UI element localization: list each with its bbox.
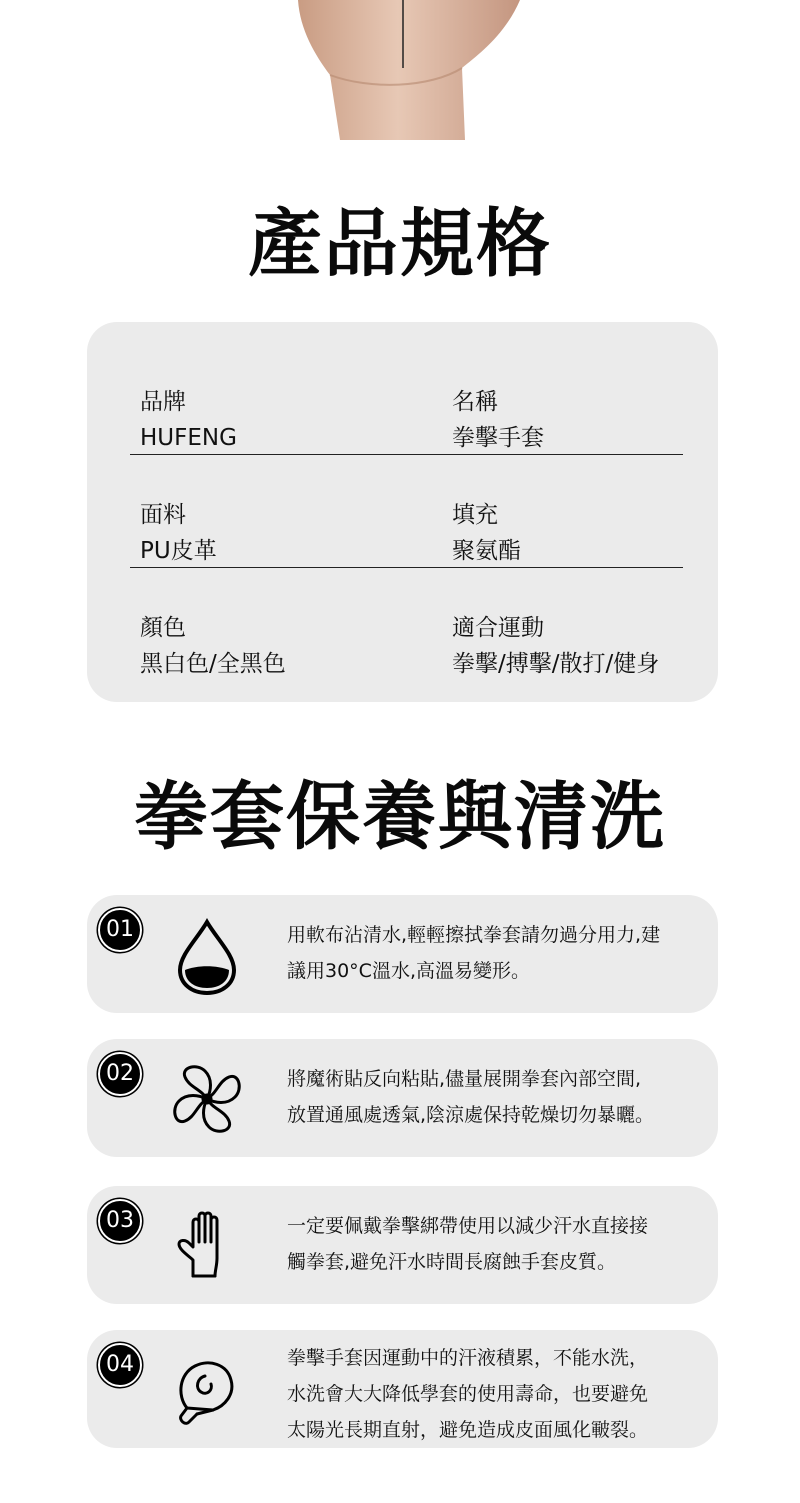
water-drop-icon bbox=[167, 915, 247, 995]
spec-row bbox=[130, 455, 683, 568]
spec-label-sport: 適合運動 bbox=[452, 615, 544, 641]
care-text-line: 用軟布沾清水,輕輕擦拭拳套請勿過分用力,建 bbox=[287, 924, 661, 946]
product-photo-wrist bbox=[0, 0, 800, 140]
care-text-line: 議用30°C溫水,高溫易變形。 bbox=[287, 960, 530, 982]
care-text-line: 放置通風處透氣,陰涼處保持乾燥切勿暴曬。 bbox=[287, 1104, 655, 1126]
care-text-line: 一定要佩戴拳擊綁帶使用以減少汗水直接接 bbox=[287, 1215, 649, 1237]
step-number-badge: 01 bbox=[98, 908, 142, 952]
step-number-badge: 04 bbox=[98, 1343, 142, 1387]
care-text-line: 水洗會大大降低學套的使用壽命，也要避免 bbox=[287, 1383, 649, 1405]
spec-value-brand: HUFENG bbox=[140, 425, 237, 451]
spec-label-name: 名稱 bbox=[452, 389, 498, 415]
care-heading: 拳套保養與清洗 bbox=[134, 774, 666, 860]
care-text-line: 拳擊手套因運動中的汗液積累，不能水洗， bbox=[287, 1347, 649, 1369]
step-number-badge: 03 bbox=[98, 1199, 142, 1243]
care-text-line: 將魔術貼反向粘貼,儘量展開拳套內部空間, bbox=[287, 1068, 642, 1090]
care-item-3 bbox=[87, 1186, 718, 1304]
care-item-2 bbox=[87, 1039, 718, 1157]
spec-label-filling: 填充 bbox=[452, 502, 498, 528]
spec-value-material: PU皮革 bbox=[140, 538, 217, 564]
spec-value-filling: 聚氨酯 bbox=[452, 538, 521, 564]
care-text-line: 觸拳套,避免汗水時間長腐蝕手套皮質。 bbox=[287, 1251, 617, 1273]
spec-value-sport: 拳擊/搏擊/散打/健身 bbox=[452, 651, 660, 677]
spec-label-color: 顏色 bbox=[140, 615, 186, 641]
care-text-line: 太陽光長期直射，避免造成皮面風化皸裂。 bbox=[287, 1419, 649, 1441]
spec-label-material: 面料 bbox=[140, 502, 186, 528]
spec-heading: 產品規格 bbox=[248, 201, 552, 287]
care-item-4 bbox=[87, 1330, 718, 1448]
spec-card bbox=[87, 322, 718, 702]
boxing-glove-icon bbox=[167, 1348, 247, 1428]
spec-label-brand: 品牌 bbox=[140, 389, 186, 415]
fan-icon bbox=[167, 1059, 247, 1139]
spec-value-color: 黑白色/全黑色 bbox=[140, 651, 286, 677]
hand-glove-icon bbox=[167, 1206, 247, 1286]
step-number-badge: 02 bbox=[98, 1052, 142, 1096]
spec-value-name: 拳擊手套 bbox=[452, 425, 544, 451]
spec-row bbox=[130, 342, 683, 455]
care-item-1 bbox=[87, 895, 718, 1013]
spec-row bbox=[130, 568, 683, 680]
